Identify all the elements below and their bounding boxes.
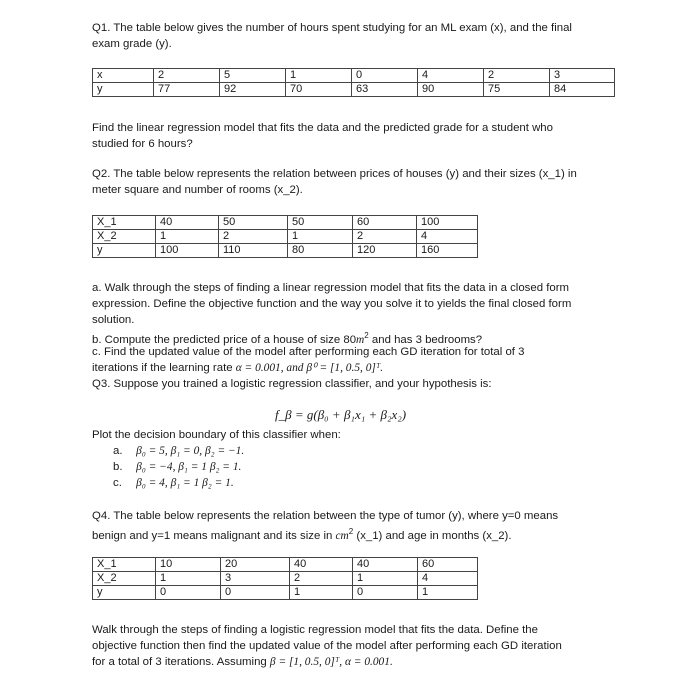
table-cell: 120 (353, 244, 417, 258)
table-cell: 1 (290, 586, 353, 600)
q4-task-math: β = [1, 0.5, 0]ᵀ, α = 0.001. (269, 656, 393, 668)
table-cell: 3 (550, 69, 615, 83)
table-cell: 1 (418, 586, 478, 600)
q2-c-math: α = 0.001, and β⁰ = [1, 0.5, 0]ᵀ. (235, 362, 384, 374)
q4-intro-line-1: Q4. The table below represents the relation between the type of tumor (y), where y=0 means (92, 510, 559, 522)
q2-b-exponent: 2 (364, 331, 369, 340)
q2-c-line-1: c. Find the updated value of the model after performing each GD iteration for total of 3 (92, 346, 525, 358)
table-cell: 80 (288, 244, 353, 258)
table-cell: 2 (484, 69, 550, 83)
q4-task-text: for a total of 3 iterations. Assuming (92, 656, 270, 668)
table-cell: 100 (156, 244, 219, 258)
table-row (93, 586, 478, 600)
q2-a-line-2: expression. Define the objective function and the way you solve it to yields the final closed form (92, 298, 572, 310)
q4-intro-exponent: 2 (348, 527, 354, 536)
table-cell: 60 (418, 558, 478, 572)
q2-intro-line-2: meter square and number of rooms (x_2). (92, 184, 303, 196)
q3-item-c (113, 476, 234, 490)
q2-a-line-3: solution. (92, 314, 135, 326)
q1-task-line-2: studied for 6 hours? (92, 138, 193, 150)
table-cell: 4 (417, 230, 478, 244)
q3-item-b-math: β₀ = −4, β₁ = 1 β₂ = 1. (136, 461, 242, 473)
table-cell: 50 (219, 216, 288, 230)
table-cell: 75 (484, 83, 550, 97)
table-cell: 0 (353, 586, 418, 600)
q3-item-c-label: c. (113, 477, 122, 489)
q3-item-a (113, 444, 244, 458)
q3-item-c-math: β₀ = 4, β₁ = 1 β₂ = 1. (136, 477, 234, 489)
table-cell: 20 (221, 558, 290, 572)
table-row (93, 244, 478, 258)
q4-intro-text: benign and y=1 means malignant and its size in (92, 529, 336, 542)
table-cell: y (93, 244, 156, 258)
q2-b-text-end: and has 3 bedrooms? (368, 333, 483, 346)
table-cell: 70 (286, 83, 352, 97)
table-cell: X_2 (93, 230, 156, 244)
table-cell: 110 (219, 244, 288, 258)
table-cell: X_1 (93, 216, 156, 230)
table-cell: 40 (156, 216, 219, 230)
q1-intro-line-2: exam grade (y). (92, 38, 172, 50)
table-cell: 63 (352, 83, 418, 97)
q2-intro-line-1: Q2. The table below represents the relation between prices of houses (y) and their sizes (x_1) in (92, 168, 577, 180)
q1-table (92, 68, 615, 97)
table-row (93, 230, 478, 244)
table-cell: 4 (418, 69, 484, 83)
q1-intro-line-1: Q1. The table below gives the number of hours spent studying for an ML exam (x), and the final (92, 22, 572, 34)
table-cell: 77 (154, 83, 220, 97)
table-cell: x (93, 69, 154, 83)
q2-c-text: iterations if the learning rate (92, 362, 236, 374)
table-cell: 100 (417, 216, 478, 230)
table-cell: 60 (353, 216, 417, 230)
table-cell: y (93, 83, 154, 97)
q2-c-line-2 (92, 361, 383, 375)
table-cell: 84 (550, 83, 615, 97)
q4-intro-unit: cm (335, 529, 349, 542)
q3-item-b (113, 460, 241, 474)
q3-item-a-math: β₀ = 5, β₁ = 0, β₂ = −1. (136, 445, 245, 457)
table-row (93, 69, 615, 83)
table-cell: 1 (288, 230, 353, 244)
q3-item-b-label: b. (113, 461, 123, 473)
table-cell: 92 (220, 83, 286, 97)
q2-a-line-1: a. Walk through the steps of finding a linear regression model that fits the data in a closed form (92, 282, 569, 294)
q4-intro-text-end: (x_1) and age in months (x_2). (353, 529, 512, 542)
table-row (93, 83, 615, 97)
table-cell: 40 (353, 558, 418, 572)
q3-hypothesis-formula: f_β = g(β₀ + β₁x₁ + β₂x₂) (275, 407, 407, 422)
q2-table (92, 215, 478, 258)
q4-intro-line-2 (92, 525, 512, 543)
table-cell: 3 (221, 572, 290, 586)
q4-task-line-1: Walk through the steps of finding a logistic regression model that fits the data. Define the (92, 624, 538, 636)
table-cell: 1 (156, 572, 221, 586)
q4-table (92, 557, 478, 600)
table-cell: 0 (156, 586, 221, 600)
table-cell: 40 (290, 558, 353, 572)
table-row (93, 558, 478, 572)
table-cell: 5 (220, 69, 286, 83)
table-cell: 1 (156, 230, 219, 244)
table-cell: X_2 (93, 572, 156, 586)
q4-task-line-3 (92, 655, 393, 669)
table-cell: X_1 (93, 558, 156, 572)
table-cell: 2 (219, 230, 288, 244)
table-cell: 1 (353, 572, 418, 586)
q3-item-a-label: a. (113, 445, 123, 457)
table-cell: 1 (286, 69, 352, 83)
table-cell: 0 (221, 586, 290, 600)
q4-task-line-2: objective function then find the updated value of the model after performing each GD iteration (92, 640, 562, 652)
table-cell: 50 (288, 216, 353, 230)
table-cell: 90 (418, 83, 484, 97)
table-cell: 0 (352, 69, 418, 83)
table-cell: 2 (290, 572, 353, 586)
q2-b-unit: m (356, 333, 365, 346)
table-cell: y (93, 586, 156, 600)
q3-intro-line: Q3. Suppose you trained a logistic regression classifier, and your hypothesis is: (92, 378, 492, 390)
table-cell: 4 (418, 572, 478, 586)
table-row (93, 216, 478, 230)
table-row (93, 572, 478, 586)
table-cell: 160 (417, 244, 478, 258)
table-cell: 2 (154, 69, 220, 83)
q2-b-text: b. Compute the predicted price of a house of size 80 (92, 333, 357, 346)
q1-task-line-1: Find the linear regression model that fits the data and the predicted grade for a student who (92, 122, 553, 134)
q3-plot-line: Plot the decision boundary of this classifier when: (92, 429, 341, 441)
table-cell: 2 (353, 230, 417, 244)
table-cell: 10 (156, 558, 221, 572)
